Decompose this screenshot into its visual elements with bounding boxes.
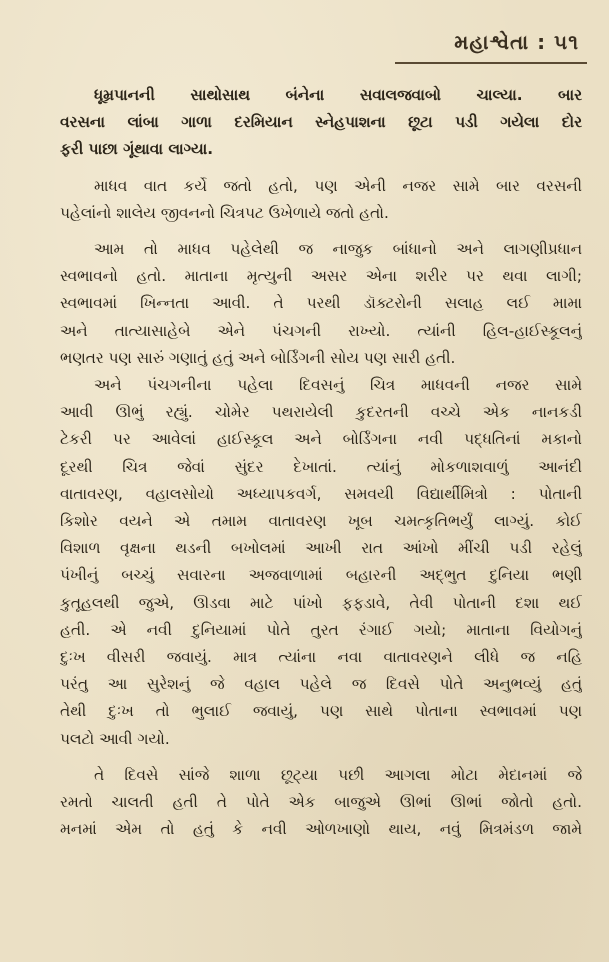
- paragraph-1: [60, 82, 582, 164]
- text-line: કુતૂહલથી જુએ, ઊડવા માટે પાંખો ફફડાવે, તેવી પોતાની દશા થઈ: [60, 593, 582, 612]
- text-line: વાતાવરણ, વહાલસોયો અધ્યાપકવર્ગ, સમવયી વિદ્યાર્થીમિત્રો : પોતાની: [60, 484, 582, 503]
- text-line: આવી ઊભું રહ્યું. ચોમેર પથરાયેલી કુદરતની વચ્ચે એક નાનકડી: [60, 403, 582, 422]
- paragraph-2: [60, 173, 582, 227]
- text-line: તેથી દુઃખ તો ભુલાઈ જવાયું, પણ સાથે પોતાના સ્વભાવમાં પણ: [60, 702, 582, 721]
- paragraph-5: [60, 762, 582, 844]
- text-line: પંખીનું બચ્ચું સવારના અજવાળામાં બહારની અદ્ભુત દુનિયા ભણી: [60, 566, 582, 585]
- text-line: દુઃખ વીસરી જવાયું. માત્ર ત્યાંના નવા વાતાવરણને લીધે જ નહિ: [60, 648, 582, 667]
- text-line: અને પંચગનીના પહેલા દિવસનું ચિત્ર માધવની નજર સામે: [94, 376, 582, 395]
- text-line: ધૂમ્રપાનની સાથોસાથ બંનેના સવાલજવાબો ચાલ્યા. બાર: [94, 86, 582, 104]
- text-line: વિશાળ વૃક્ષના થડની બખોલમાં આખી રાત આંખો મીંચી પડી રહેલું: [60, 539, 582, 558]
- text-line: ફરી પાછા ગૂંથાવા લાગ્યા.: [60, 140, 214, 159]
- text-line: આમ તો માધવ પહેલેથી જ નાજુક બાંધાનો અને લાગણીપ્રધાન: [94, 240, 582, 259]
- text-line: રમતો ચાલતી હતી તે પોતે એક બાજુએ ઊભાં ઊભાં જોતો હતો.: [60, 793, 582, 812]
- text-line: અને તાત્યાસાહેબે એને પંચગની રાખ્યો. ત્યાંની હિલ-હાઈસ્કૂલનું: [60, 321, 582, 340]
- text-line: પહેલાંનો શાલેય જીવનનો ચિત્રપટ ઉખેળાયે જતો હતો.: [60, 203, 389, 222]
- text-line: કિશોર વયને એ તમામ વાતાવરણ ખૂબ ચમત્કૃતિભર્યું લાગ્યું. કોઈ: [60, 512, 582, 531]
- text-line: ભણતર પણ સારું ગણાતું હતું અને બોર્ડિંગની સોય પણ સારી હતી.: [60, 348, 456, 367]
- text-line: પલટો આવી ગયો.: [60, 729, 170, 748]
- text-line: માધવ વાત કર્યે જતો હતો, પણ એની નજર સામે બાર વરસની: [94, 176, 582, 195]
- text-line: વરસના લાંબા ગાળા દરમિયાન સ્નેહપાશના છૂટા પડી ગયેલા દોર: [60, 113, 582, 132]
- text-line: સ્વભાવનો હતો. માતાના મૃત્યુની અસર એના શરીર પર થવા લાગી;: [60, 267, 582, 286]
- paragraph-4: [60, 372, 582, 753]
- text-line: તે દિવસે સાંજે શાળા છૂટ્યા પછી આગલા મોટા મેદાનમાં જે: [94, 765, 582, 784]
- running-header: મહાશ્વેતા : ૫૧: [454, 30, 579, 54]
- paragraph-3: [60, 236, 582, 372]
- text-line: પરંતુ આ સુરેશનું જે વહાલ પહેલે જ દિવસે પોતે અનુભવ્યું હતું: [60, 675, 582, 694]
- text-line: દૂરથી ચિત્ર જેવાં સુંદર દેખાતાં. ત્યાંનું મોકળાશવાળું આનંદી: [60, 457, 582, 476]
- text-line: ટેકરી પર આવેલાં હાઈસ્કૂલ અને બોર્ડિંગના નવી પદ્ધતિનાં મકાનો: [60, 430, 582, 449]
- body-text: [60, 82, 582, 843]
- header-rule: [395, 62, 587, 64]
- text-line: મનમાં એમ તો હતું કે નવી ઓળખાણો થાય, નવું મિત્રમંડળ જામે: [60, 820, 582, 839]
- text-line: હતી. એ નવી દુનિયામાં પોતે તુરત રંગાઈ ગયો; માતાના વિયોગનું: [60, 620, 582, 639]
- text-line: સ્વભાવમાં ખિન્નતા આવી. તે પરથી ડૉક્ટરોની સલાહ લઈ મામા: [60, 294, 582, 313]
